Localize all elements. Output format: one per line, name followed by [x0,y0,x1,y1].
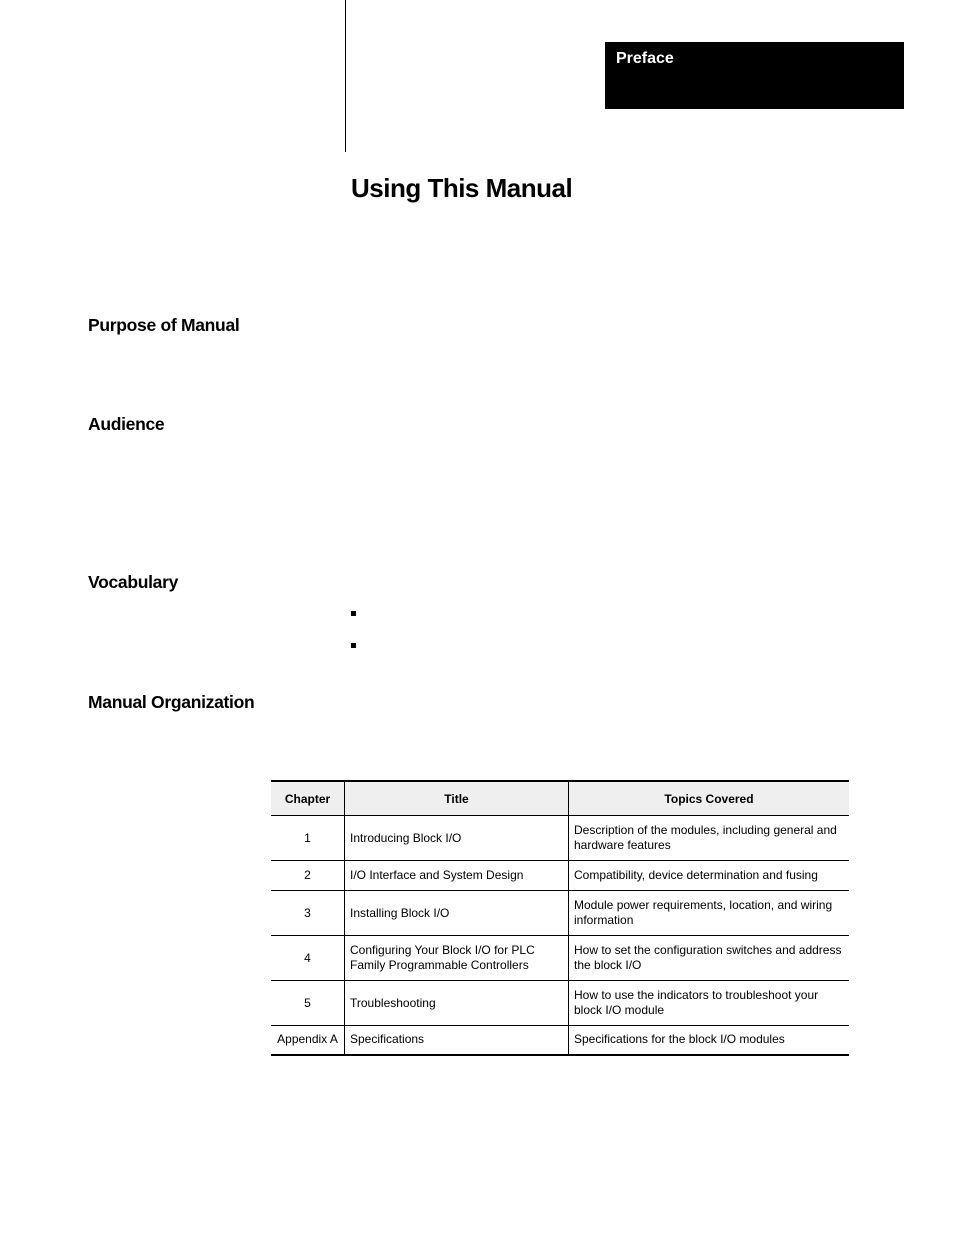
table-row [271,1026,849,1055]
cell-chapter: 1 [271,816,345,861]
table-row [271,816,849,861]
table-row [271,936,849,981]
table-row [271,861,849,891]
cell-title: Troubleshooting [345,981,569,1026]
heading-purpose: Purpose of Manual [88,315,240,335]
column-header-topics: Topics Covered [569,781,850,816]
cell-title: Configuring Your Block I/O for PLC Family Programmable Controllers [345,936,569,981]
table-row [271,981,849,1026]
manual-organization-table [271,780,849,1056]
margin-rule [345,0,346,152]
cell-title: Introducing Block I/O [345,816,569,861]
table-header-row [271,781,849,816]
column-header-chapter: Chapter [271,781,345,816]
cell-title: Installing Block I/O [345,891,569,936]
section-tab [605,42,904,109]
cell-chapter: 2 [271,861,345,891]
cell-chapter: 3 [271,891,345,936]
cell-title: I/O Interface and System Design [345,861,569,891]
cell-chapter: 5 [271,981,345,1026]
cell-chapter: 4 [271,936,345,981]
cell-topics: Module power requirements, location, and wiring information [569,891,850,936]
vocabulary-bullet [351,611,356,616]
section-tab-label: Preface [616,50,674,67]
heading-audience: Audience [88,414,165,434]
heading-manual-organization: Manual Organization [88,692,255,712]
column-header-title: Title [345,781,569,816]
cell-chapter: Appendix A [271,1026,345,1055]
vocabulary-bullet [351,643,356,648]
cell-topics: Compatibility, device determination and fusing [569,861,850,891]
cell-topics: Specifications for the block I/O modules [569,1026,850,1055]
heading-vocabulary: Vocabulary [88,572,179,592]
cell-title: Specifications [345,1026,569,1055]
cell-topics: How to set the configuration switches and address the block I/O [569,936,850,981]
table-row [271,891,849,936]
page-title: Using This Manual [351,173,573,203]
cell-topics: Description of the modules, including general and hardware features [569,816,850,861]
cell-topics: How to use the indicators to troubleshoot your block I/O module [569,981,850,1026]
